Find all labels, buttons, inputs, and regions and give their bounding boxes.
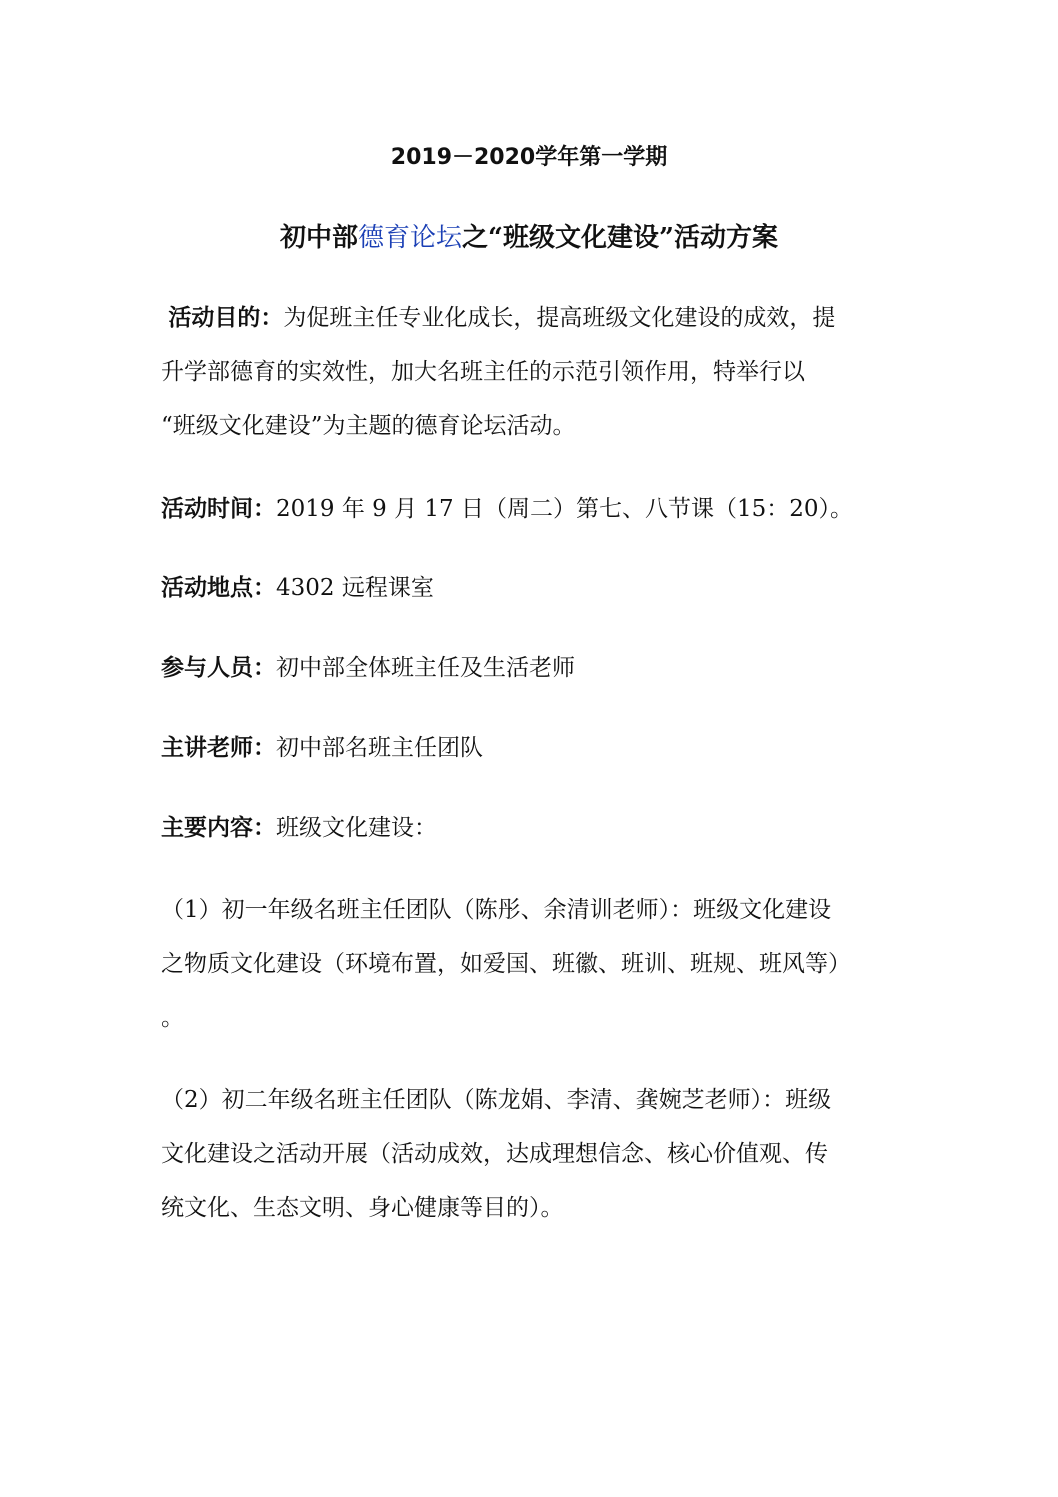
item-2-line-3: 统文化、生态文明、身心健康等目的）。 xyxy=(161,1195,564,1221)
time-paragraph xyxy=(161,482,901,536)
item-2-line-2: 文化建设之活动开展（活动成效，达成理想信念、核心价值观、传 xyxy=(161,1141,828,1167)
title-prefix: 初中部 xyxy=(280,223,359,253)
purpose-line-2: 升学部德育的实效性，加大名班主任的示范引领作用，特举行以 xyxy=(161,359,805,385)
content-paragraph xyxy=(161,801,901,855)
purpose-paragraph xyxy=(161,291,901,453)
item-1-paragraph xyxy=(161,883,901,1045)
semester-heading: 2019－2020学年第一学期 xyxy=(390,145,668,170)
purpose-line-1 xyxy=(161,291,901,345)
item-1-line-2: 之物质文化建设（环境布置，如爱国、班徽、班训、班规、班风等） xyxy=(161,951,851,977)
place-paragraph xyxy=(161,561,901,615)
speakers-value: 初中部名班主任团队 xyxy=(276,735,483,761)
item-2-paragraph xyxy=(161,1073,901,1235)
plan-title xyxy=(0,218,1058,258)
purpose-label: 活动目的： xyxy=(168,305,284,331)
participants-label: 参与人员： xyxy=(161,655,276,681)
purpose-text-1: 为促班主任专业化成长，提高班级文化建设的成效，提 xyxy=(283,305,836,331)
title-suffix: 之“班级文化建设”活动方案 xyxy=(462,223,778,253)
title-link-moral-forum[interactable]: 德育论坛 xyxy=(358,223,463,253)
speakers-label: 主讲老师： xyxy=(161,735,276,761)
place-label: 活动地点： xyxy=(161,575,276,601)
content-label: 主要内容： xyxy=(161,815,276,841)
item-1-line-1: （1）初一年级名班主任团队（陈彤、余清训老师）：班级文化建设 xyxy=(161,897,832,923)
item-2-line-1: （2）初二年级名班主任团队（陈龙娟、李清、龚婉芝老师）：班级 xyxy=(161,1087,832,1113)
content-value: 班级文化建设： xyxy=(276,815,437,841)
place-value: 4302 远程课室 xyxy=(276,575,434,601)
speakers-paragraph xyxy=(161,721,901,775)
time-value: 2019 年 9 月 17 日（周二）第七、八节课（15：20）。 xyxy=(276,496,854,522)
participants-value: 初中部全体班主任及生活老师 xyxy=(276,655,575,681)
item-1-line-3: 。 xyxy=(161,1005,184,1031)
participants-paragraph xyxy=(161,641,901,695)
time-label: 活动时间： xyxy=(161,496,276,522)
purpose-line-3: “班级文化建设”为主题的德育论坛活动。 xyxy=(161,413,576,439)
